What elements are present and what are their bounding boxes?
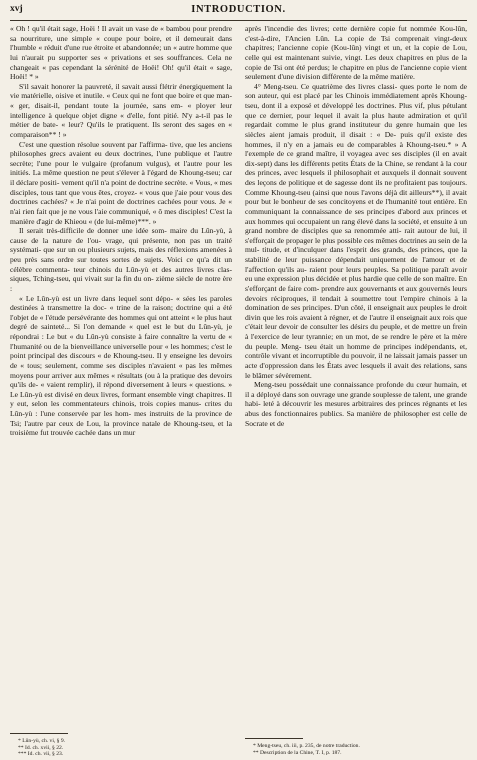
footnotes-left (10, 738, 232, 758)
paragraph: S'il savait honorer la pauvreté, il savait aussi flétrir énergiquement la vie matérielle, oisive et inutile. « Ceux qui ne font que boire et que man- « ger, disait-il, pendant toute la journée, sans em- « ployer leur intelligence à quelque objet digne « d'elle, font pitié. N'y a-t-il pas le métier de bate- « leur? Qu'ils le pratiquent. Ils seront des sages en « comparaison** ! » (10, 81, 232, 139)
paragraph: Il serait très-difficile de donner une idée som- maire du Lûn-yù, à cause de la nature de l'ou- vrage, qui présente, non pas un traité systémati- que sur un ou plusieurs sujets, mais des réflexions amenées à peu près sans ordre sur toutes sortes de sujets. Voici ce qu'a dit un célèbre commenta- teur chinois du Lûn-yù et des autres livres clas- siques, Tching-tseu, qui vivait sur la fin du on- zième siècle de notre ère : (10, 226, 232, 293)
page-number: xvj (10, 4, 23, 14)
paragraph: « Oh ! qu'il était sage, Hoëi ! Il avait un vase de « bambou pour prendre sa nourriture, une simple « coupe pour boire, et il demeurait dans l'humble « réduit d'une rue étroite et abandonnée; un « autre homme que lui n'aurait pu supporter ses « privations et ses souffrances. Cela ne changeait « pas cependant la sérénité de Hoëi! Oh! qu'il était « sage, Hoëi! * » (10, 24, 232, 82)
footnote-rule (245, 738, 303, 739)
running-title: INTRODUCTION. (191, 4, 286, 15)
footnote: * Lûn-yù, ch. vi, § 9. (18, 738, 66, 744)
footnote: ** Id. ch. xvii, § 22. (18, 744, 64, 751)
footnote: * Meng-tseu, ch. iii, p. 235, de notre traduction. (253, 743, 360, 749)
footnote-rule (10, 733, 68, 734)
right-column (245, 24, 467, 428)
footnotes-right (245, 743, 467, 756)
paragraph: Meng-tseu possédait une connaissance profonde du cœur humain, et il a déployé dans son ouvrage une grande souplesse de talent, une grande habi- leté à découvrir les mesures arbitraires des princes régnants et les abus des fonctionnaires publics. Sa manière de philosopher est celle de Socrate et de (245, 380, 467, 428)
left-column (10, 24, 232, 438)
paragraph: « Le Lûn-yù est un livre dans lequel sont dépo- « sées les paroles destinées à transmettre la doc- « trine de la raison; doctrine qui a été l'objet de « l'étude persévérante des hommes qui ont atteint « le plus haut degré de sainteté... Si l'on demande « quel est le but du Lûn-yù, je répondrai : Le but « du Lûn-yù consiste à faire connaître la vertu de « l'humanité ou de la bienveillance universelle pour « les hommes; c'est le point principal des discours « de Khoung-tseu. Il y enseigne les devoirs de « tous; seulement, comme ses disciples n'avaient « pas les mêmes moyens pour arriver aux mêmes « résultats (ou à la pratique des devoirs qu'ils de- « vaient remplir), il répond diversement à leurs « questions. » Le Lûn-yù est divisé en deux livres, formant ensemble vingt chapitres. Il y eut, selon les commentateurs chinois, trois copies manus- crites du Lûn-yù : l'une conservée par les hom- mes instruits de la province de Tsi; l'autre par ceux de Lou, la province natale de Khoung-tseu, et la troisième fut trouvée cachée dans un mur (10, 293, 232, 438)
footnote: *** Id. ch. vii, § 23. (18, 751, 64, 758)
header-rule (10, 20, 467, 21)
page-header (10, 4, 467, 20)
footnote: ** Description de la Chine, T. I, p. 187. (253, 749, 342, 756)
paragraph: après l'incendie des livres; cette dernière copie fut nommée Kou-lûn, c'est-à-dire, l'Ancien Lûn. La copie de Tsi comprenait vingt-deux chapitres; l'ancienne copie (Kou-lûn) vingt et un, et la copie de Lou, celle qui est maintenant suivie, vingt. Les deux chapitres en plus de la copie de Tsi ont été perdus; le chapitre en plus de l'ancienne copie vient seulement d'une division différente de la même matière. (245, 24, 467, 82)
paragraph: C'est une question résolue souvent par l'affirma- tive, que les anciens philosophes grecs avaient eu deux doctrines, l'une publique et l'autre secrète; l'une pour le vulgaire (profanum vulgus), et l'autre pour les initiés. La même question ne peut s'élever à l'égard de Khoung-tseu; car il déclare positi- vement qu'il n'a point de doctrine secrète. « Vous, « mes disciples, tous tant que vous êtes, croyez- « vous que j'aie pour vous des doctrines cachées? « Je n'ai point de doctrines cachées pour vous. Je « n'ai rien fait que je ne vous l'aie communiqué, « ô mes disciples! C'est la manière d'agir de Khieou « (de lui-même)***. » (10, 139, 232, 226)
paragraph: 4° Meng-tseu. Ce quatrième des livres classi- ques porte le nom de son auteur, qui est placé par les Chinois immédiatement après Khoung-tseu, dont il a exposé et développé les doctrines. Plus vif, plus pétulant que ce dernier, pour lequel il avait la plus haute admiration et qu'il regardait comme le plus grand instituteur du genre humain que les siècles aient jamais produit, il disait : « De- puis qu'il existe des hommes, il n'y en a jamais eu de comparables à Khoung-tseu.* » A l'exemple de ce grand maître, il voyagea avec ses disciples (il en avait dix-sept) dans les différents petits États de la Chine, se rendant à la cour des princes, avec lesquels il philosophait et auxquels il donnait souvent des leçons de politique et de sagesse dont ils ne profitaient pas toujours. Comme Khoung-tseu (ainsi que nous l'avons déjà dit ailleurs**), il avait pour but le bonheur de ses concitoyens et de l'humanité tout entière. En communiquant la connaissance de ses principes d'abord aux princes et aux hommes qui occupaient un rang élevé dans la société, et ensuite à un grand nombre de disciples que sa renommée atti- rait autour de lui, il s'efforçait de propager le plus possible ces mêmes doctrines au sein de la mul- titude, et d'inculquer dans l'esprit des grands, des princes, que la stabilité de leur puissance dépendait uniquement de l'amour et de l'affection qu'ils au- raient pour leurs peuples. Sa politique paraît avoir eu une expression plus décidée et plus hardie que celle de son maître. En s'efforçant de faire com- prendre aux gouvernants et aux gouvernés leurs devoirs réciproques, il tendait à soumettre tout l'empire chinois à la domination de ses principes. D'un côté, il enseignait aux peuples le droit divin que les rois avaient à régner, et de l'autre il enseignait aux rois que c'était leur devoir de consulter les désirs du peuple, et de mettre un frein à l'exercice de leur tyrannie; en un mot, de se rendre le père et la mère du peuple. Meng- tseu était un homme de principes indépendants, et, contrôle vivant et incorruptible du pouvoir, il ne laissait jamais passer un acte d'oppression dans les États avec lesquels il avait des relations, sans le blâmer sévèrement. (245, 81, 467, 380)
